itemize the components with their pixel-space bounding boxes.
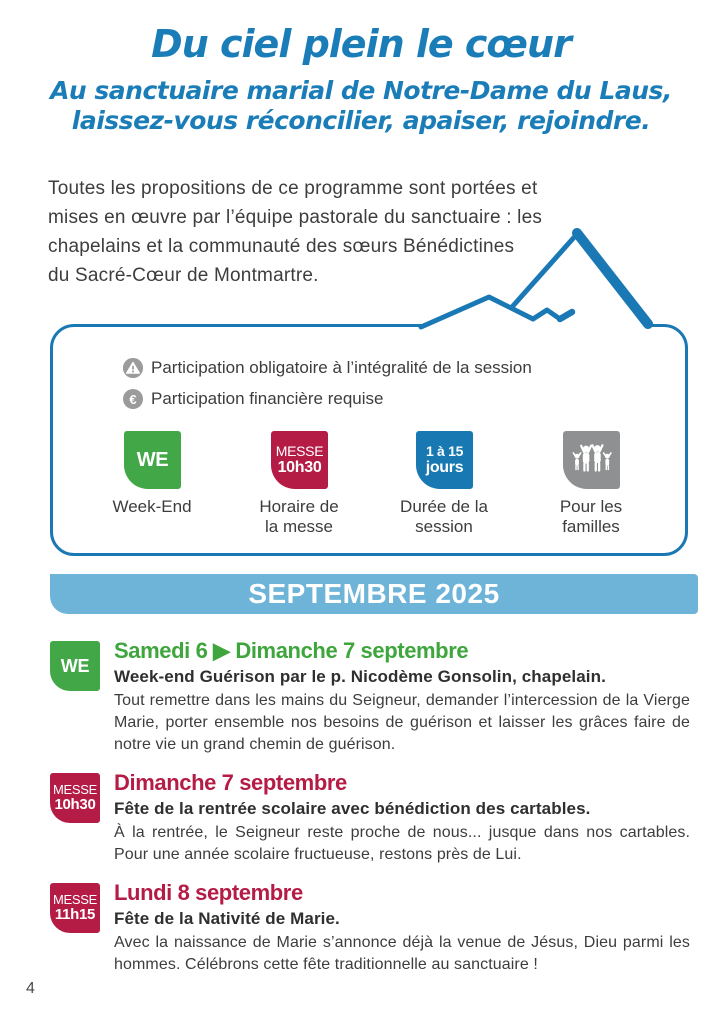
month-banner-label: SEPTEMBRE 2025 <box>248 578 500 609</box>
event-date: Dimanche 7 septembre <box>114 770 347 795</box>
event-weekend-guerison <box>50 638 690 756</box>
legend-box <box>50 324 688 556</box>
intro-line: Toutes les propositions de ce programme sont portées et <box>48 178 538 199</box>
legend-label-families: Pour les familles <box>559 497 623 536</box>
intro-line: chapelains et la communauté des sœurs Bénédictines <box>48 236 515 257</box>
page-subtitle <box>0 76 722 136</box>
event-date: Lundi 8 septembre <box>114 880 303 905</box>
event-content <box>114 638 690 756</box>
event-title: Fête de la Nativité de Marie. <box>114 909 340 928</box>
event-content <box>114 770 690 866</box>
events-list <box>50 638 690 976</box>
legend-label-duration: Durée de la session <box>400 497 488 536</box>
event-title: Week-end Guérison par le p. Nicodème Gonsolin, chapelain. <box>114 667 606 686</box>
legend-badge-weekend: WE <box>124 431 181 489</box>
legend-label-mass-time: Horaire de la messe <box>259 497 339 536</box>
intro-line: du Sacré-Cœur de Montmartre. <box>48 265 319 286</box>
event-description: Avec la naissance de Marie s’annonce déjà la venue de Jésus, Dieu parmi les hommes. Célébrons cette fête traditionnelle au sanctuaire ! <box>114 934 690 973</box>
legend-badge-mass-time: MESSE 10h30 <box>271 431 328 489</box>
event-nativite-marie <box>50 880 690 976</box>
page-number: 4 <box>26 980 35 997</box>
event-content <box>114 880 690 976</box>
messe-badge: MESSE 11h15 <box>50 883 100 933</box>
event-rentree-scolaire <box>50 770 690 866</box>
subtitle-line: laissez-vous réconcilier, apaiser, rejoindre. <box>71 106 651 135</box>
legend-note-text: Participation financière requise <box>151 389 384 408</box>
event-title: Fête de la rentrée scolaire avec bénédiction des cartables. <box>114 799 591 818</box>
event-description: Tout remettre dans les mains du Seigneur, demander l’intercession de la Vierge Marie, porter ensemble nos besoins de guérison et laisser les grâces faire de notre vie un grand chemin de guérison. <box>114 692 690 753</box>
warning-triangle-icon <box>123 358 143 378</box>
page-title: Du ciel plein le cœur <box>151 22 571 66</box>
month-banner <box>50 574 698 614</box>
event-description: À la rentrée, le Seigneur reste proche de nous... jusque dans nos cartables. Pour une année scolaire fructueuse, restons près de Lui. <box>114 824 690 863</box>
legend-badge-families <box>563 431 620 489</box>
subtitle-line: Au sanctuaire marial de Notre-Dame du Laus, <box>50 76 672 105</box>
event-date: Samedi 6 ▶ Dimanche 7 septembre <box>114 638 469 663</box>
intro-line: mises en œuvre par l’équipe pastorale du sanctuaire : les <box>48 207 543 228</box>
legend-label-weekend: Week-End <box>112 497 192 516</box>
euro-icon <box>123 389 143 409</box>
legend-note-text: Participation obligatoire à l’intégralité de la session <box>151 358 532 377</box>
messe-badge: MESSE 10h30 <box>50 773 100 823</box>
we-badge: WE <box>50 641 100 691</box>
legend-note-mandatory <box>123 357 532 379</box>
euro-symbol: € <box>129 391 137 407</box>
family-icon <box>572 443 612 478</box>
intro-paragraph <box>48 174 628 290</box>
legend-note-fee <box>123 388 383 410</box>
legend-badge-duration: 1 à 15 jours <box>416 431 473 489</box>
